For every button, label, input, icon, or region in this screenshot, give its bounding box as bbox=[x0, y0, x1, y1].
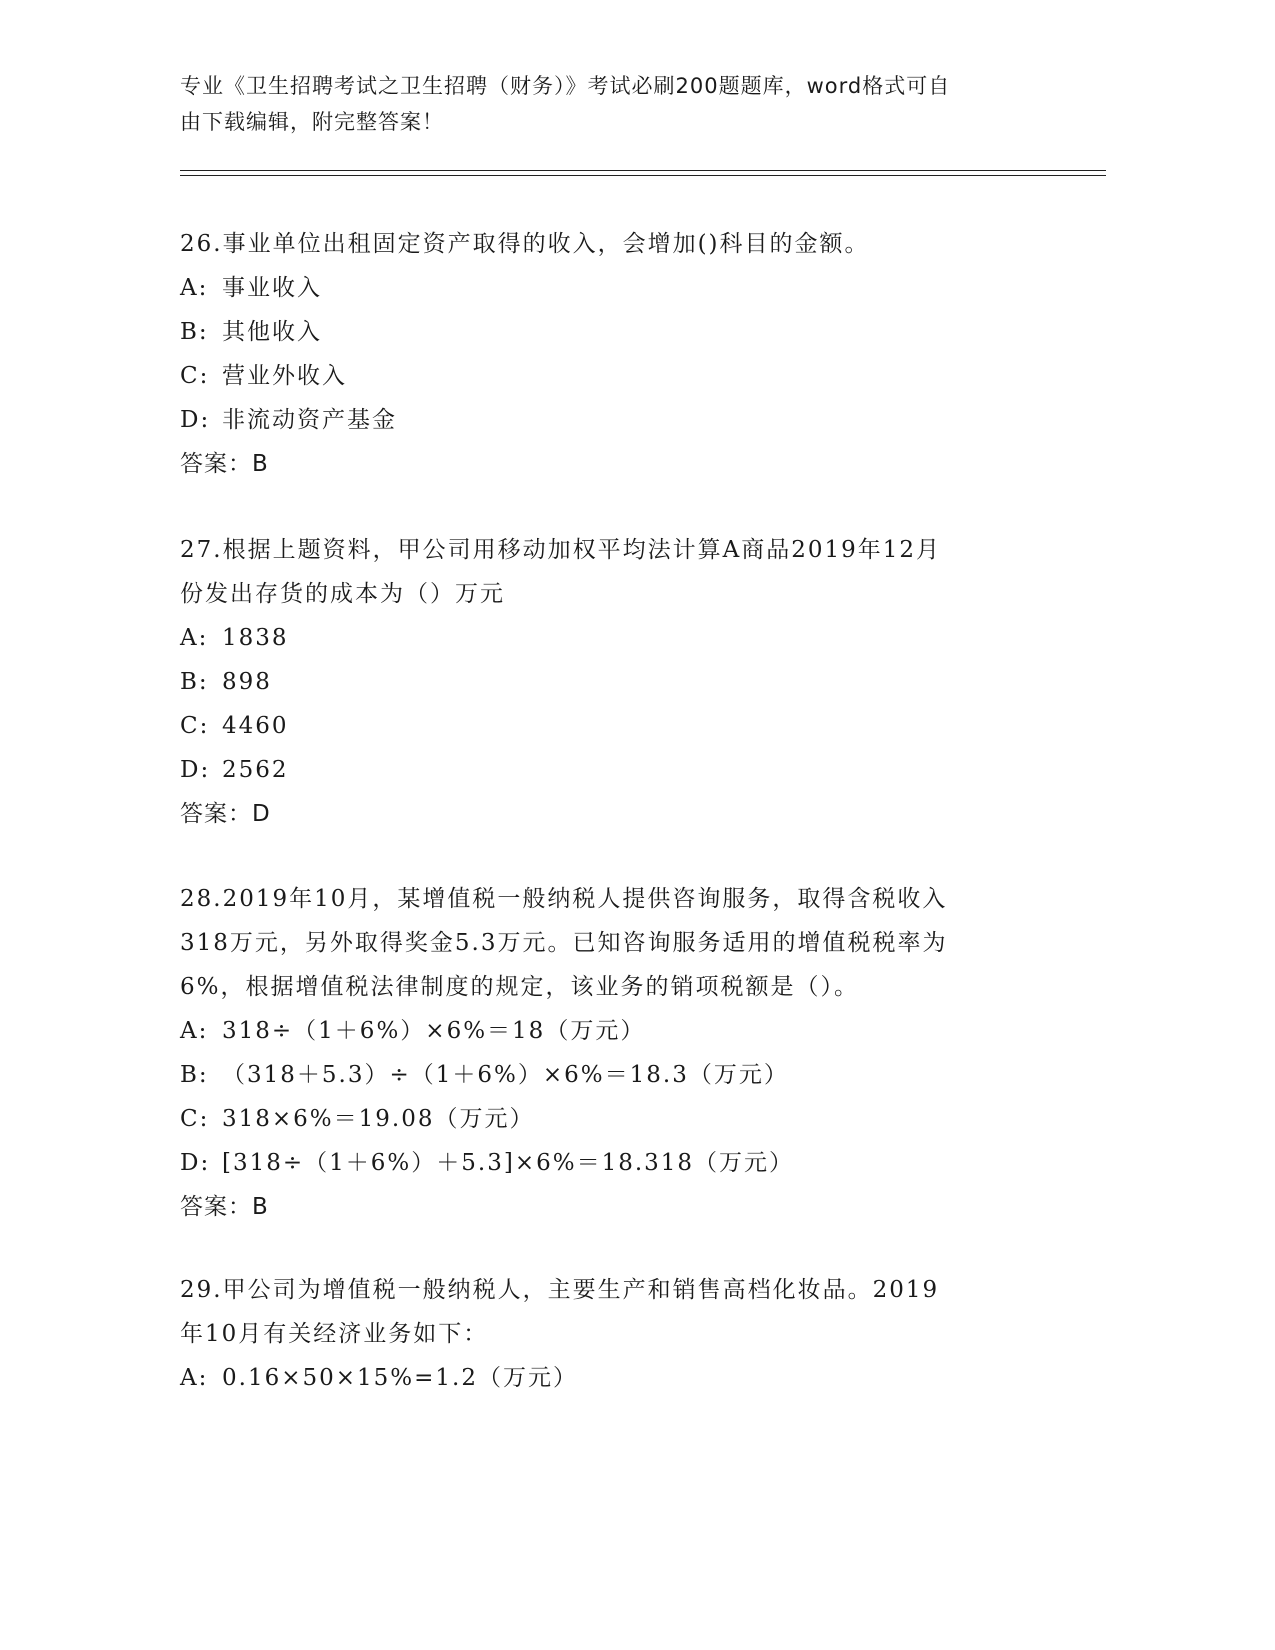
option-text: 898 bbox=[222, 669, 272, 695]
option-label: B: bbox=[180, 669, 209, 695]
option-text: （318＋5.3）÷（1＋6%）×6%＝18.3（万元） bbox=[222, 1062, 789, 1088]
option-b bbox=[180, 660, 1060, 704]
option-text: [318÷（1＋6%）＋5.3]×6%＝18.318（万元） bbox=[222, 1150, 795, 1176]
question-text: 年10月有关经济业务如下： bbox=[180, 1321, 489, 1347]
option-text: 其他收入 bbox=[222, 319, 322, 345]
question-text: 29.甲公司为增值税一般纳税人，主要生产和销售高档化妆品。2019 bbox=[180, 1277, 940, 1303]
header-line: 专业《卫生招聘考试之卫生招聘（财务）》考试必刷200题题库，word格式可自 bbox=[180, 74, 951, 98]
option-text: 4460 bbox=[222, 713, 289, 739]
option-text: 2562 bbox=[222, 757, 289, 783]
option-text: 事业收入 bbox=[222, 275, 322, 301]
answer: 答案：B bbox=[180, 1194, 269, 1220]
option-text: 非流动资产基金 bbox=[222, 407, 397, 433]
option-d bbox=[180, 748, 1060, 792]
option-label: B: bbox=[180, 319, 209, 345]
question-28 bbox=[180, 877, 1060, 1229]
answer: 答案：D bbox=[180, 801, 271, 827]
option-label: A: bbox=[180, 1365, 209, 1391]
option-a bbox=[180, 266, 1060, 310]
option-b bbox=[180, 310, 1060, 354]
option-a bbox=[180, 1356, 1060, 1400]
option-label: D: bbox=[180, 1150, 211, 1176]
option-text: 318×6%＝19.08（万元） bbox=[222, 1106, 535, 1132]
option-b bbox=[180, 1053, 1060, 1097]
option-text: 1838 bbox=[222, 625, 289, 651]
answer: 答案：B bbox=[180, 451, 269, 477]
option-label: C: bbox=[180, 713, 210, 739]
option-a bbox=[180, 616, 1060, 660]
question-27 bbox=[180, 528, 1060, 836]
option-label: D: bbox=[180, 757, 211, 783]
option-label: D: bbox=[180, 407, 211, 433]
header-line: 由下载编辑，附完整答案！ bbox=[180, 110, 444, 134]
option-text: 318÷（1＋6%）×6%＝18（万元） bbox=[222, 1018, 646, 1044]
question-text: 6%，根据增值税法律制度的规定，该业务的销项税额是（）。 bbox=[180, 974, 859, 1000]
question-26 bbox=[180, 222, 1060, 486]
option-text: 营业外收入 bbox=[222, 363, 347, 389]
option-label: B: bbox=[180, 1062, 209, 1088]
option-label: A: bbox=[180, 1018, 209, 1044]
question-29 bbox=[180, 1268, 1060, 1400]
option-c bbox=[180, 354, 1060, 398]
header-divider bbox=[180, 170, 1106, 171]
option-label: A: bbox=[180, 625, 209, 651]
option-d bbox=[180, 1141, 1060, 1185]
option-c bbox=[180, 704, 1060, 748]
option-label: C: bbox=[180, 363, 210, 389]
question-text: 份发出存货的成本为（）万元 bbox=[180, 581, 505, 607]
question-text: 28.2019年10月，某增值税一般纳税人提供咨询服务，取得含税收入 bbox=[180, 886, 948, 912]
option-text: 0.16×50×15%=1.2（万元） bbox=[222, 1365, 578, 1391]
header-divider bbox=[180, 175, 1106, 176]
document-header bbox=[180, 68, 1060, 140]
question-text: 26.事业单位出租固定资产取得的收入，会增加()科目的金额。 bbox=[180, 231, 870, 257]
question-text: 27.根据上题资料，甲公司用移动加权平均法计算A商品2019年12月 bbox=[180, 537, 941, 563]
option-c bbox=[180, 1097, 1060, 1141]
option-label: C: bbox=[180, 1106, 210, 1132]
option-a bbox=[180, 1009, 1060, 1053]
question-text: 318万元，另外取得奖金5.3万元。已知咨询服务适用的增值税税率为 bbox=[180, 930, 948, 956]
option-label: A: bbox=[180, 275, 209, 301]
option-d bbox=[180, 398, 1060, 442]
